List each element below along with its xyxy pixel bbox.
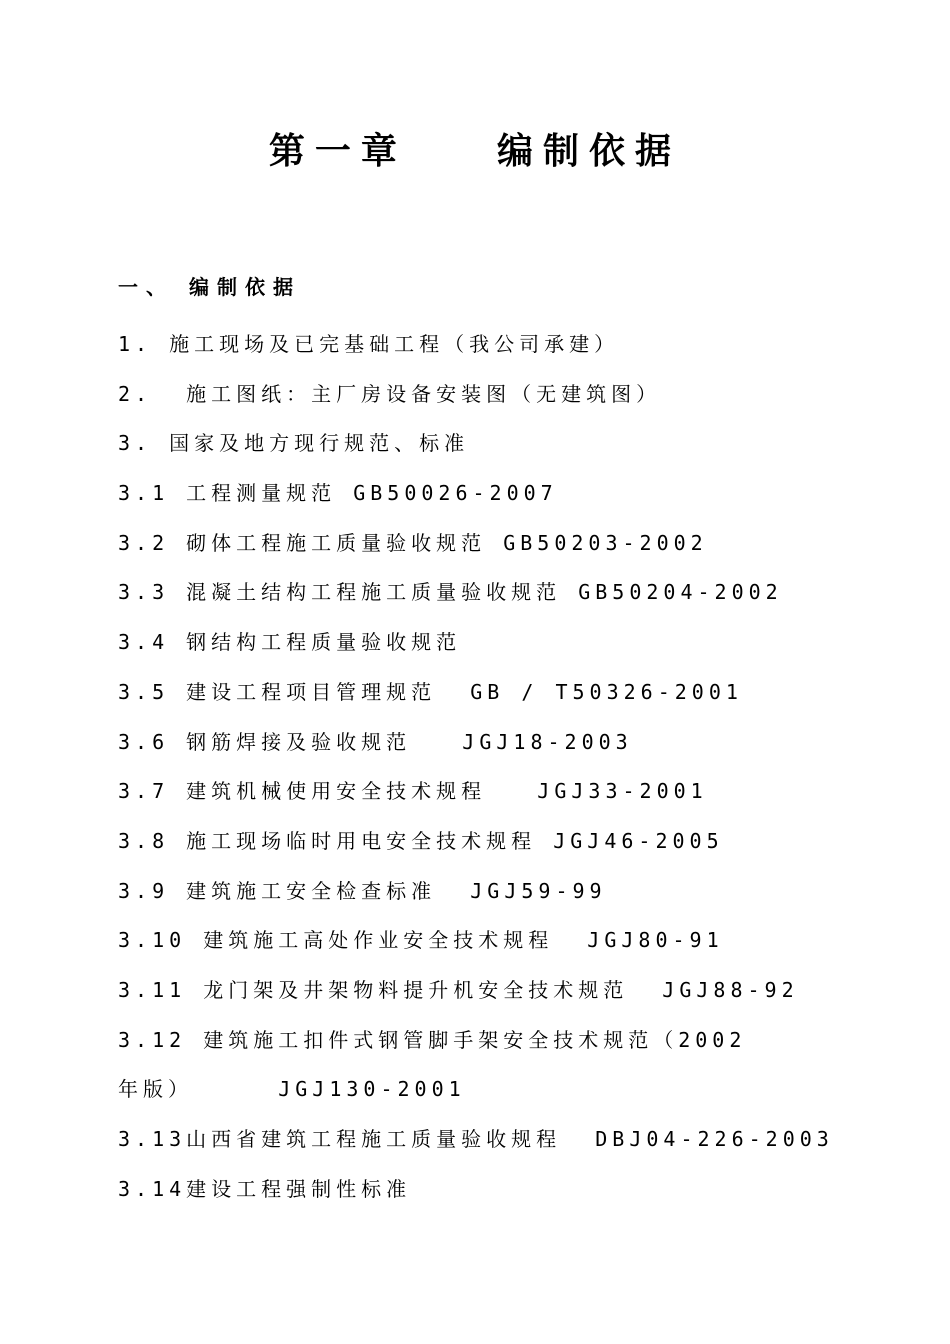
list-item: 3. 国家及地方现行规范、标准: [118, 431, 470, 456]
list-item: 2. 施工图纸：主厂房设备安装图（无建筑图）: [118, 381, 662, 406]
list-item: 1. 施工现场及已完基础工程（我公司承建）: [118, 332, 620, 356]
list-item: 3.3 混凝土结构工程施工质量验收规范 GB50204-2002: [118, 580, 783, 605]
list-item: 3.11 龙门架及井架物料提升机安全技术规范 JGJ88-92: [118, 977, 799, 1002]
list-item: 3.7 建筑机械使用安全技术规程 JGJ33-2001: [118, 779, 708, 804]
list-item: 3.9 建筑施工安全检查标准 JGJ59-99: [118, 878, 607, 903]
list-item: 3.14建设工程强制性标准: [118, 1176, 412, 1201]
list-item: 3.12 建筑施工扣件式钢管脚手架安全技术规范（2002: [118, 1027, 747, 1052]
list-item: 3.6 钢筋焊接及验收规范 JGJ18-2003: [118, 729, 633, 754]
list-item: 3.1 工程测量规范 GB50026-2007: [118, 481, 558, 506]
list-item: 3.5 建设工程项目管理规范 GB / T50326-2001: [118, 679, 743, 704]
chapter-title: 第一章 编制依据: [268, 131, 682, 172]
list-item: 3.8 施工现场临时用电安全技术规程 JGJ46-2005: [118, 828, 724, 853]
list-item: 3.4 钢结构工程质量验收规范: [118, 630, 462, 655]
list-item: 3.10 建筑施工高处作业安全技术规程 JGJ80-91: [118, 928, 724, 953]
list-item: 3.2 砌体工程施工质量验收规范 GB50203-2002: [118, 530, 708, 555]
reference-list: [118, 320, 858, 1214]
list-item: 年版） JGJ130-2001: [118, 1077, 466, 1102]
list-item: 3.13山西省建筑工程施工质量验收规程 DBJ04-226-2003: [118, 1127, 834, 1151]
section-heading: 一、 编制依据: [118, 275, 301, 299]
